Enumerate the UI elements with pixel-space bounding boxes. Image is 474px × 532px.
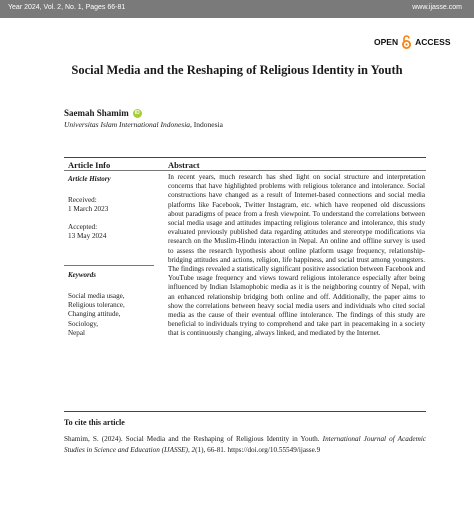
received-date: 1 March 2023: [68, 205, 109, 213]
keyword-item: Sociology,: [68, 319, 99, 328]
citation-issue-doi[interactable]: (1), 66-81. https://doi.org/10.55549/ijasse.9: [195, 445, 321, 454]
keywords-heading: Keywords: [68, 271, 96, 279]
journal-header-bar: [0, 0, 474, 18]
affiliation-institution: Universitas Islam International Indonesia: [64, 120, 191, 129]
received-label: Received:: [68, 196, 97, 204]
journal-issue-info: Year 2024, Vol. 2, No. 1, Pages 66-81: [8, 4, 126, 11]
history-keywords-divider: [64, 265, 154, 266]
keyword-item: Nepal: [68, 328, 85, 337]
abstract-heading: Abstract: [168, 160, 200, 170]
open-access-left-text: OPEN: [374, 37, 399, 47]
affiliation-country: , Indonesia: [190, 120, 223, 129]
abstract-text: In recent years, much research has shed light on social structure and interpretation concerns that have highlighted problems with religious tolerance and intolerance. Social constructions have changed as a result of Internet-based connections and social media platforms like Facebook, Twitter Instagram, etc. which have reopened old discussions about paradigms of peace from a fresh viewpoint. To understand the correlations between social media usage and attitudes impacting religious tolerance and intolerance, this study evaluated previously published data regarding attitudes and stereotype modifications via research on the Muslim-Hindu interaction in Nepal. An online and offline survey is used to assess the research hypothesis about online platform usage frequency, relationship-bridging attitudes and actions, religion, life happiness, and social trust among youngsters. The findings revealed a statistically significant positive association between Facebook and YouTube usage frequency and views toward religious intolerance especially after being influenced by Indian Islamophobic media as it is the neighboring country of Nepal, with an enhanced relationship bridging both online and off. Additionally, the paper aims to show the correlations between heavy social media users and individuals who cited social media as the cause of their eventual offline intolerance. The findings of this study are beneficial to individuals trying to comprehend and take part in peacemaking in a society that is continuously changing, always linked, and mediated by the Internet.: [168, 173, 425, 338]
author-name: Saemah Shamim: [64, 108, 129, 118]
table-bottom-rule: [64, 411, 426, 412]
accepted-label: Accepted:: [68, 223, 98, 231]
keyword-item: Social media usage,: [68, 292, 125, 300]
open-access-badge: [374, 35, 451, 49]
article-history-heading: Article History: [68, 175, 111, 183]
table-header-rule: [64, 170, 426, 171]
journal-website[interactable]: www.ijasse.com: [412, 4, 462, 11]
citation-journal: International Journal of Academic Studies in Science and Education (IJASSE), 2: [64, 435, 427, 454]
author-line: [64, 108, 142, 118]
article-info-heading: Article Info: [68, 160, 111, 170]
keywords-list: [68, 292, 125, 338]
orcid-icon[interactable]: iD: [134, 109, 140, 116]
author-affiliation: [64, 120, 223, 129]
keyword-item: Changing attitude,: [68, 310, 121, 319]
citation-authors: Shamim, S. (2024). Social Media and the Reshaping of Religious Identity in Youth.: [64, 435, 323, 443]
open-access-right-text: ACCESS: [415, 37, 451, 47]
accepted-date: 13 May 2024: [68, 232, 107, 240]
table-top-rule: [64, 157, 426, 158]
citation-text: [64, 434, 426, 455]
paper-title: Social Media and the Reshaping of Religious Identity in Youth: [71, 63, 403, 77]
keyword-item: Religious tolerance,: [68, 301, 125, 310]
cite-heading: To cite this article: [64, 418, 125, 427]
open-lock-icon: [401, 35, 412, 49]
